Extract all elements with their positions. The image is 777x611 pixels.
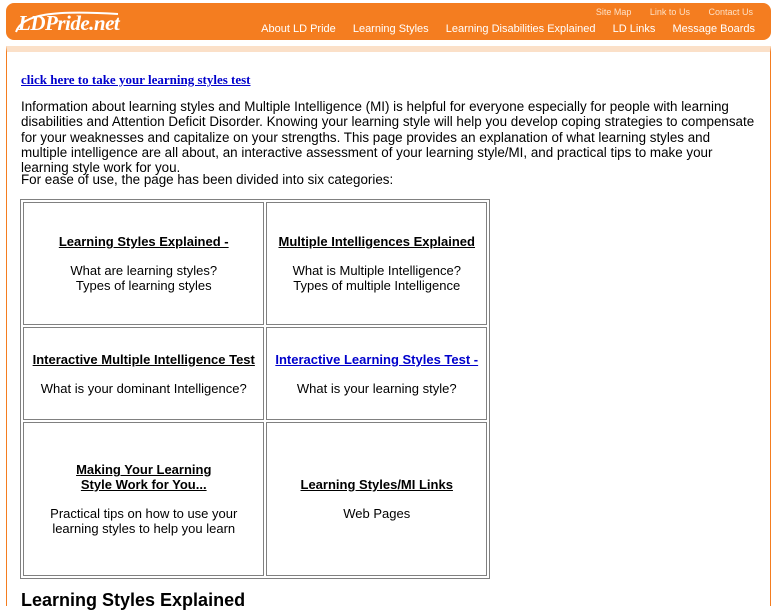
site-logo[interactable]: LDPride.net [18, 11, 120, 35]
category-cell [266, 422, 487, 576]
intro-paragraph: Information about learning styles and Multiple Intelligence (MI) is helpful for everyone especially for people with learning disabilities and Attention Deficit Disorder. Knowing your learning style will help you develop coping strategies to compensate for your weaknesses and capitalize on your strengths. This page provides an explanation of what learning styles and multiple intelligence are all about, an interactive assessment of your learning style/MI, and practical tips to make your learning style work for you. [21, 99, 755, 176]
link-to-us-link[interactable]: Link to Us [649, 7, 690, 17]
interactive-learning-styles-test-link[interactable]: Interactive Learning Styles Test - [275, 351, 479, 367]
categories-intro: For ease of use, the page has been divided into six categories: [21, 172, 394, 187]
category-line: What is your dominant Intelligence? [40, 380, 247, 396]
header-bar [6, 3, 771, 40]
take-test-link[interactable]: click here to take your learning styles test [21, 72, 251, 87]
category-cell [23, 422, 264, 576]
main-nav [247, 23, 755, 35]
section-heading: Learning Styles Explained [21, 590, 246, 610]
interactive-mi-test-link[interactable]: Interactive Multiple Intelligence Test [32, 351, 255, 367]
multiple-intelligences-explained-link[interactable]: Multiple Intelligences Explained [278, 234, 475, 250]
nav-about-ld-pride[interactable]: About LD Pride [261, 23, 336, 35]
category-cell [23, 202, 264, 325]
title-line: Making Your Learning [76, 462, 212, 478]
making-learning-style-work-link[interactable] [24, 462, 263, 492]
category-cell [266, 327, 487, 420]
utility-links [580, 7, 753, 17]
category-line: What is your learning style? [296, 380, 457, 396]
title-line: Style Work for You... [80, 477, 207, 493]
categories-table [20, 199, 490, 579]
category-line: Types of multiple Intelligence [293, 278, 461, 294]
category-cell [266, 202, 487, 325]
nav-learning-disabilities-explained[interactable]: Learning Disabilities Explained [445, 23, 596, 35]
contact-us-link[interactable]: Contact Us [708, 7, 753, 17]
nav-learning-styles[interactable]: Learning Styles [352, 23, 429, 35]
category-line: What is Multiple Intelligence? [292, 263, 461, 279]
nav-message-boards[interactable]: Message Boards [672, 23, 755, 35]
category-line: What are learning styles? [70, 263, 218, 279]
site-header [0, 0, 777, 46]
category-line: Practical tips on how to use your [50, 506, 238, 522]
category-line: Web Pages [343, 506, 411, 522]
category-line: Types of learning styles [75, 278, 212, 294]
learning-styles-explained-link[interactable]: Learning Styles Explained - [58, 234, 229, 250]
nav-ld-links[interactable]: LD Links [612, 23, 656, 35]
category-line: learning styles to help you learn [52, 521, 236, 537]
site-map-link[interactable]: Site Map [595, 7, 632, 17]
learning-styles-mi-links-link[interactable]: Learning Styles/MI Links [300, 477, 453, 493]
category-cell [23, 327, 264, 420]
